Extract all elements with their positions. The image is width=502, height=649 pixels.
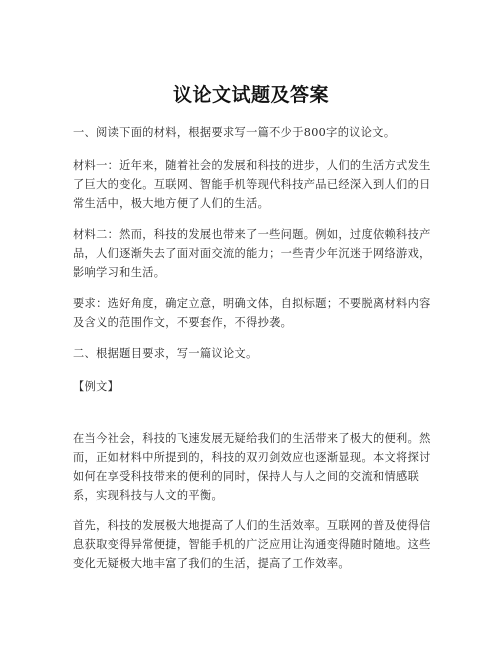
requirements-paragraph: 要求：选好角度，确定立意，明确文体，自拟标题；不要脱离材料内容及含义的范围作文，不要套作，不得抄袭。 [73, 297, 431, 329]
question-two-prompt: 二、根据题目要求，写一篇议论文。 [73, 347, 258, 360]
material-one-paragraph: 材料一：近年来，随着社会的发展和科技的进步，人们的生活方式发生了巨大的变化。互联网、智能手机等现代科技产品已经深入到人们的日常生活中，极大地方便了人们的生活。 [73, 159, 431, 210]
essay-intro-paragraph: 在当今社会，科技的飞速发展无疑给我们的生活带来了极大的便利。然而，正如材料中所提到的，科技的双刃剑效应也逐渐显现。本文将探讨如何在享受科技带来的便利的同时，保持人与人之间的交流和情感联系，实现科技与人文的平衡。 [73, 432, 431, 502]
question-one-prompt: 一、阅读下面的材料，根据要求写一篇不少于800字的议论文。 [73, 126, 396, 139]
example-essay-heading: 【例文】 [73, 380, 120, 393]
material-two-paragraph: 材料二：然而，科技的发展也带来了一些问题。例如，过度依赖科技产品，人们逐渐失去了面对面交流的能力；一些青少年沉迷于网络游戏，影响学习和生活。 [73, 228, 431, 279]
essay-body-paragraph: 首先，科技的发展极大地提高了人们的生活效率。互联网的普及使得信息获取变得异常便捷，智能手机的广泛应用让沟通变得随时随地。这些变化无疑极大地丰富了我们的生活，提高了工作效率。 [73, 519, 431, 570]
document-title: 议论文试题及答案 [172, 84, 329, 106]
